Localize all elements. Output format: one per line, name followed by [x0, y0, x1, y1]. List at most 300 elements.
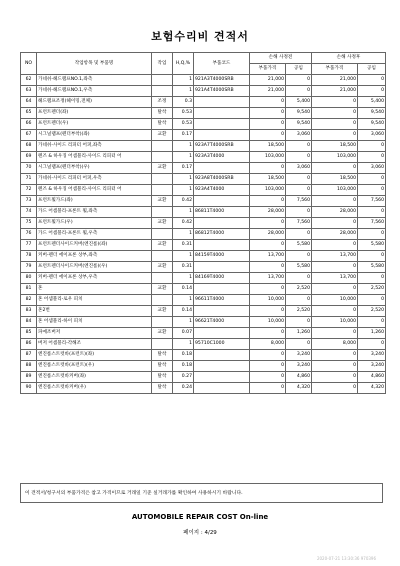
row-item: 시그널램프(펜더부착)(좌)	[37, 130, 152, 141]
row-code	[194, 119, 250, 130]
row-work: 탈착	[152, 361, 173, 372]
row-after-labor: 0	[358, 339, 386, 350]
table-row	[21, 185, 386, 196]
row-code	[194, 108, 250, 119]
table-row	[21, 240, 386, 251]
row-work: 교환	[152, 130, 173, 141]
row-item: 가드 어셈블리-프론트 휠,우측	[37, 229, 152, 240]
row-hqty: 0.17	[173, 130, 194, 141]
row-work	[152, 185, 173, 196]
row-no: 85	[21, 328, 37, 339]
row-work: 탈착	[152, 350, 173, 361]
row-code: 95710C1000	[194, 339, 250, 350]
row-after-parts: 21,000	[312, 86, 358, 97]
row-before-labor: 9,540	[286, 119, 312, 130]
table-row	[21, 306, 386, 317]
row-work: 교환	[152, 306, 173, 317]
row-no: 72	[21, 185, 37, 196]
header-before-parts: 부품가격	[250, 64, 286, 75]
table-row	[21, 339, 386, 350]
row-after-labor: 0	[358, 185, 386, 196]
row-before-parts: 0	[250, 97, 286, 108]
row-hqty: 1	[173, 339, 194, 350]
table-row	[21, 251, 386, 262]
table-row	[21, 218, 386, 229]
row-no: 78	[21, 251, 37, 262]
row-work: 교환	[152, 163, 173, 174]
estimate-rows	[21, 75, 386, 394]
row-after-labor: 3,060	[358, 130, 386, 141]
row-before-parts: 0	[250, 372, 286, 383]
row-before-labor: 0	[286, 207, 312, 218]
row-no: 70	[21, 163, 37, 174]
row-before-labor: 0	[286, 141, 312, 152]
row-item: 헤드램프조정(헤이밍,전체)	[37, 97, 152, 108]
row-no: 63	[21, 86, 37, 97]
row-hqty: 0.27	[173, 372, 194, 383]
row-after-parts: 0	[312, 130, 358, 141]
row-hqty: 0.18	[173, 361, 194, 372]
row-no: 87	[21, 350, 37, 361]
row-before-labor: 3,240	[286, 361, 312, 372]
row-before-parts: 18,500	[250, 141, 286, 152]
document-title: 보험수리비 견적서	[151, 30, 249, 43]
table-row	[21, 207, 386, 218]
header-work: 작업	[152, 53, 173, 75]
table-row	[21, 141, 386, 152]
row-before-parts: 28,000	[250, 207, 286, 218]
row-after-labor: 3,060	[358, 163, 386, 174]
row-item: 혼2번	[37, 306, 152, 317]
table-row	[21, 317, 386, 328]
row-after-parts: 0	[312, 383, 358, 394]
row-code	[194, 372, 250, 383]
row-item: 버저 어셈블리-각해조	[37, 339, 152, 350]
row-before-labor: 5,580	[286, 240, 312, 251]
row-work: 탈착	[152, 372, 173, 383]
row-hqty: 1	[173, 152, 194, 163]
row-after-labor: 2,520	[358, 306, 386, 317]
table-row	[21, 196, 386, 207]
table-row	[21, 229, 386, 240]
row-after-parts: 0	[312, 306, 358, 317]
row-item: 가드 어셈블리-프론트 휠,좌측	[37, 207, 152, 218]
row-work	[152, 75, 173, 86]
row-after-parts: 8,000	[312, 339, 358, 350]
row-no: 67	[21, 130, 37, 141]
row-hqty: 0.14	[173, 284, 194, 295]
row-before-labor: 0	[286, 185, 312, 196]
row-item: 시그널램프(펜더부착)(우)	[37, 163, 152, 174]
row-after-parts: 0	[312, 196, 358, 207]
table-row	[21, 152, 386, 163]
table-row	[21, 108, 386, 119]
row-before-parts: 103,000	[250, 185, 286, 196]
header-item: 작업항목 및 부품명	[37, 53, 152, 75]
row-work	[152, 229, 173, 240]
row-after-labor: 0	[358, 75, 386, 86]
header-after-labor: 공임	[358, 64, 386, 75]
row-after-parts: 103,000	[312, 152, 358, 163]
row-after-parts: 0	[312, 262, 358, 273]
page-number: 페이지 : 4/29	[183, 530, 217, 536]
row-after-parts: 0	[312, 350, 358, 361]
row-after-parts: 28,000	[312, 207, 358, 218]
row-before-labor: 5,580	[286, 262, 312, 273]
print-stamp: 2020-07-21 13:30:36 970396	[316, 556, 376, 561]
row-before-labor: 5,400	[286, 97, 312, 108]
row-item: 프런트휠가드(좌)	[37, 196, 152, 207]
row-after-labor: 0	[358, 86, 386, 97]
row-no: 84	[21, 317, 37, 328]
row-after-parts: 18,500	[312, 174, 358, 185]
table-row	[21, 372, 386, 383]
row-before-parts: 8,000	[250, 339, 286, 350]
row-item: 가네쉬-헤드램프NO.1,우측	[37, 86, 152, 97]
row-no: 68	[21, 141, 37, 152]
row-after-parts: 13,700	[312, 273, 358, 284]
row-before-labor: 0	[286, 229, 312, 240]
row-code: 921A4T4000SRB	[194, 86, 250, 97]
row-code: 923A7T4000SRB	[194, 141, 250, 152]
row-before-parts: 21,000	[250, 75, 286, 86]
table-row	[21, 361, 386, 372]
row-code	[194, 97, 250, 108]
row-hqty: 1	[173, 229, 194, 240]
row-work	[152, 339, 173, 350]
row-code: 921A3T4000SRB	[194, 75, 250, 86]
row-item: 프런트펜더(좌)	[37, 108, 152, 119]
row-before-labor: 0	[286, 174, 312, 185]
row-hqty: 1	[173, 174, 194, 185]
row-item: 렌즈 & 하우징 어셈블리-사이드 리피터 어	[37, 152, 152, 163]
row-hqty: 1	[173, 86, 194, 97]
row-code	[194, 218, 250, 229]
table-row	[21, 273, 386, 284]
row-work: 교환	[152, 196, 173, 207]
row-before-labor: 3,240	[286, 350, 312, 361]
row-hqty: 1	[173, 251, 194, 262]
row-hqty: 1	[173, 141, 194, 152]
row-hqty: 0.31	[173, 240, 194, 251]
row-after-labor: 3,240	[358, 361, 386, 372]
table-row	[21, 119, 386, 130]
row-before-labor: 0	[286, 75, 312, 86]
table-row	[21, 383, 386, 394]
row-after-parts: 0	[312, 163, 358, 174]
row-after-labor: 0	[358, 295, 386, 306]
row-work	[152, 174, 173, 185]
row-item: 엔진룸스트럿바커버(좌)	[37, 372, 152, 383]
row-work	[152, 317, 173, 328]
row-before-parts: 28,000	[250, 229, 286, 240]
row-before-parts: 21,000	[250, 86, 286, 97]
row-hqty: 0.53	[173, 119, 194, 130]
table-row	[21, 262, 386, 273]
row-code	[194, 163, 250, 174]
row-before-labor: 0	[286, 317, 312, 328]
row-hqty: 1	[173, 295, 194, 306]
row-code	[194, 130, 250, 141]
row-before-parts: 0	[250, 240, 286, 251]
row-hqty: 0.42	[173, 196, 194, 207]
table-row	[21, 295, 386, 306]
row-after-parts: 10,000	[312, 295, 358, 306]
row-before-parts: 0	[250, 350, 286, 361]
row-after-labor: 0	[358, 174, 386, 185]
row-no: 79	[21, 262, 37, 273]
price-notice: 이 견적서/청구서의 부품가격은 참고 가격이므로 거래일 기준 실거래가를 확인하여 사용하시기 바랍니다.	[20, 483, 383, 503]
row-item: 프런트펜더(우)	[37, 119, 152, 130]
row-after-labor: 0	[358, 273, 386, 284]
row-code: 84159T4000	[194, 251, 250, 262]
row-before-labor: 1,260	[286, 328, 312, 339]
row-before-parts: 18,500	[250, 174, 286, 185]
row-before-labor: 0	[286, 273, 312, 284]
row-work: 탈착	[152, 119, 173, 130]
row-work: 탈착	[152, 108, 173, 119]
row-hqty: 0.17	[173, 163, 194, 174]
row-code	[194, 262, 250, 273]
row-after-parts: 0	[312, 372, 358, 383]
row-after-parts: 0	[312, 240, 358, 251]
row-before-parts: 0	[250, 328, 286, 339]
row-after-labor: 0	[358, 141, 386, 152]
row-after-labor: 0	[358, 229, 386, 240]
row-before-labor: 7,560	[286, 218, 312, 229]
row-before-labor: 0	[286, 339, 312, 350]
row-after-labor: 0	[358, 251, 386, 262]
row-after-labor: 2,520	[358, 284, 386, 295]
row-work	[152, 141, 173, 152]
row-hqty: 0.31	[173, 262, 194, 273]
row-after-labor: 9,540	[358, 108, 386, 119]
row-no: 81	[21, 284, 37, 295]
row-before-labor: 0	[286, 86, 312, 97]
row-hqty: 1	[173, 185, 194, 196]
table-row	[21, 174, 386, 185]
row-after-parts: 0	[312, 218, 358, 229]
row-after-labor: 0	[358, 317, 386, 328]
row-hqty: 0.18	[173, 350, 194, 361]
row-after-labor: 7,560	[358, 218, 386, 229]
row-hqty: 0.53	[173, 108, 194, 119]
footer-title: AUTOMOBILE REPAIR COST On-line	[131, 513, 269, 521]
row-before-labor: 0	[286, 251, 312, 262]
row-no: 88	[21, 361, 37, 372]
row-after-parts: 0	[312, 119, 358, 130]
row-hqty: 1	[173, 317, 194, 328]
row-item: 커버-펜더 에이프론 상부,우측	[37, 273, 152, 284]
row-before-parts: 13,700	[250, 273, 286, 284]
row-before-labor: 4,860	[286, 372, 312, 383]
row-work	[152, 295, 173, 306]
row-code: 923A8T4000SRB	[194, 174, 250, 185]
row-after-parts: 0	[312, 108, 358, 119]
header-before-labor: 공임	[286, 64, 312, 75]
row-no: 69	[21, 152, 37, 163]
row-code	[194, 383, 250, 394]
row-work	[152, 152, 173, 163]
row-code: 84169T4000	[194, 273, 250, 284]
table-row	[21, 86, 386, 97]
row-after-parts: 10,000	[312, 317, 358, 328]
row-after-labor: 7,560	[358, 196, 386, 207]
table-row	[21, 75, 386, 86]
row-code: 96611T4000	[194, 295, 250, 306]
row-after-parts: 0	[312, 361, 358, 372]
row-item: 프런트펜더사이드커버(엔진룸)(좌)	[37, 240, 152, 251]
row-before-parts: 0	[250, 361, 286, 372]
row-item: 가네쉬-사이드 리피터 어퍼,좌측	[37, 141, 152, 152]
row-after-labor: 4,860	[358, 372, 386, 383]
row-no: 90	[21, 383, 37, 394]
row-before-parts: 13,700	[250, 251, 286, 262]
row-no: 65	[21, 108, 37, 119]
row-code: 86812T4000	[194, 229, 250, 240]
header-code: 부품코드	[194, 53, 250, 75]
row-code	[194, 361, 250, 372]
row-after-labor: 5,580	[358, 240, 386, 251]
row-item: 혼 어셈블리-하이 피치	[37, 317, 152, 328]
row-work: 탈착	[152, 383, 173, 394]
row-after-parts: 103,000	[312, 185, 358, 196]
row-before-labor: 3,060	[286, 130, 312, 141]
row-before-parts: 0	[250, 108, 286, 119]
row-before-parts: 103,000	[250, 152, 286, 163]
row-after-labor: 5,580	[358, 262, 386, 273]
row-after-labor: 9,540	[358, 119, 386, 130]
estimate-table	[20, 52, 386, 394]
row-after-parts: 18,500	[312, 141, 358, 152]
row-after-parts: 21,000	[312, 75, 358, 86]
row-code: 923A4T4000	[194, 185, 250, 196]
row-before-parts: 0	[250, 284, 286, 295]
table-row	[21, 350, 386, 361]
row-code	[194, 328, 250, 339]
row-before-parts: 0	[250, 119, 286, 130]
row-before-parts: 0	[250, 218, 286, 229]
table-row	[21, 130, 386, 141]
row-item: 렌즈 & 하우징 어셈블리-사이드 리피터 어	[37, 185, 152, 196]
row-hqty: 1	[173, 75, 194, 86]
table-row	[21, 163, 386, 174]
row-hqty: 1	[173, 273, 194, 284]
row-after-labor: 0	[358, 152, 386, 163]
row-item: 엔진룸스트럿바커버(우)	[37, 383, 152, 394]
row-after-parts: 28,000	[312, 229, 358, 240]
row-after-labor: 3,240	[358, 350, 386, 361]
row-no: 71	[21, 174, 37, 185]
row-before-labor: 2,520	[286, 284, 312, 295]
row-work: 교환	[152, 240, 173, 251]
row-before-parts: 0	[250, 383, 286, 394]
row-code	[194, 240, 250, 251]
row-hqty: 0.07	[173, 328, 194, 339]
row-before-labor: 0	[286, 295, 312, 306]
row-work	[152, 207, 173, 218]
row-hqty: 0.24	[173, 383, 194, 394]
row-no: 75	[21, 218, 37, 229]
row-work	[152, 251, 173, 262]
row-work: 조정	[152, 97, 173, 108]
row-before-parts: 0	[250, 196, 286, 207]
row-no: 66	[21, 119, 37, 130]
row-item: 엔진룸스트럿바(프런트)(우)	[37, 361, 152, 372]
row-item: 혼	[37, 284, 152, 295]
row-before-parts: 0	[250, 306, 286, 317]
row-item: 커버-펜더 에이프론 상부,좌측	[37, 251, 152, 262]
row-before-labor: 4,320	[286, 383, 312, 394]
row-code	[194, 284, 250, 295]
row-work: 교환	[152, 262, 173, 273]
row-no: 83	[21, 306, 37, 317]
row-no: 76	[21, 229, 37, 240]
row-item: 프런트휠가드(우)	[37, 218, 152, 229]
row-no: 80	[21, 273, 37, 284]
row-after-labor: 4,320	[358, 383, 386, 394]
row-after-parts: 0	[312, 97, 358, 108]
row-after-parts: 0	[312, 284, 358, 295]
row-before-labor: 2,520	[286, 306, 312, 317]
row-item: 엔진룸스트럿바(프런트)(좌)	[37, 350, 152, 361]
row-after-labor: 1,260	[358, 328, 386, 339]
row-after-parts: 13,700	[312, 251, 358, 262]
row-work	[152, 273, 173, 284]
row-code: 923A3T4000	[194, 152, 250, 163]
header-hqty: H,Q,%	[173, 53, 194, 75]
row-item: 가네쉬-헤드램프NO.1,좌측	[37, 75, 152, 86]
row-code: 96621T4000	[194, 317, 250, 328]
row-work: 교환	[152, 284, 173, 295]
row-hqty: 0.3	[173, 97, 194, 108]
row-item: 파예조버저	[37, 328, 152, 339]
table-row	[21, 284, 386, 295]
table-row	[21, 97, 386, 108]
header-after-parts: 부품가격	[312, 64, 358, 75]
row-work: 교환	[152, 328, 173, 339]
row-before-parts: 0	[250, 262, 286, 273]
row-code	[194, 306, 250, 317]
row-no: 74	[21, 207, 37, 218]
row-before-labor: 9,540	[286, 108, 312, 119]
header-before: 손해 사정전	[250, 53, 312, 64]
row-item: 가네쉬-사이드 리피터 어퍼,우측	[37, 174, 152, 185]
row-no: 89	[21, 372, 37, 383]
row-before-parts: 10,000	[250, 317, 286, 328]
row-code	[194, 350, 250, 361]
row-before-labor: 7,560	[286, 196, 312, 207]
row-no: 64	[21, 97, 37, 108]
row-hqty: 1	[173, 207, 194, 218]
row-after-parts: 0	[312, 328, 358, 339]
header-no: NO	[21, 53, 37, 75]
row-hqty: 0.14	[173, 306, 194, 317]
row-after-labor: 0	[358, 207, 386, 218]
row-hqty: 0.42	[173, 218, 194, 229]
row-before-parts: 10,000	[250, 295, 286, 306]
row-before-parts: 0	[250, 163, 286, 174]
row-before-labor: 3,060	[286, 163, 312, 174]
row-item: 혼 어셈블리-로우 피치	[37, 295, 152, 306]
row-no: 77	[21, 240, 37, 251]
row-item: 프런트펜더사이드커버(엔진룸)(우)	[37, 262, 152, 273]
row-no: 62	[21, 75, 37, 86]
row-no: 73	[21, 196, 37, 207]
table-row	[21, 328, 386, 339]
row-before-labor: 0	[286, 152, 312, 163]
row-code	[194, 196, 250, 207]
